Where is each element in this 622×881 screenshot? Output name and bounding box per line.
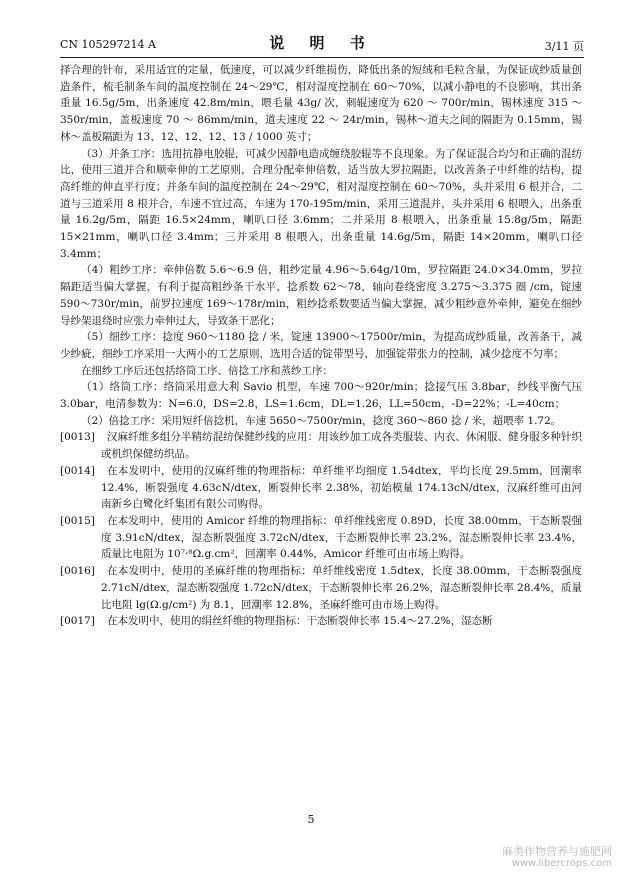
site-watermark bbox=[502, 846, 612, 870]
page-indicator: 3/11 页 bbox=[544, 40, 584, 53]
step-roving: （4）粗纱工序：牵伸倍数 5.6～6.9 倍，粗纱定量 4.96～5.64g/10m，罗拉隔距 24.0×34.0mm，罗拉隔距适当偏大掌握，有利于提高粗纱条干水平，捻系数 62～78，轴向卷绕密度 3.275～3.375 圈 /cm，锭速 590～730r/min，前罗拉速度 169～178r/min，粗纱捻系数要适当偏大掌握，减少粗纱意外牵伸，避免在细纱导纱架退绕时应张力牵伸过大，导致条干恶化； bbox=[60, 264, 582, 327]
watermark-url: www.libercrops.com bbox=[511, 858, 612, 869]
intro-paragraph: 择合理的针布，采用适宜的定量，低速度，可以减少纤维损伤，降低出条的短绒和毛粒含量，为保证成纱质量创造条件，梳毛制条车间的温度控制在 24～29℃，相对湿度控制在 60～70%，以减小静电的不良影响，其出条重量 16.5g/5m，出条速度 42.8m/min，喂毛量 43g/ 次，刺辊速度为 620 ～ 700r/min，锡林速度 315 ～ 350r/min，盖板速度 70 ～ 86mm/min，道夫速度 22 ～ 24r/min，锡林～道夫之间的隔距为 0.15mm，锡林～盖板隔距为 13、12、12、12、13 / 1000 英寸； bbox=[60, 64, 582, 143]
step-drawing: （3）并条工序：选用抗静电胶辊，可减少因静电造成缠绕胶辊等不良现象。为了保证混合均匀和正确的混纺比，使用三道并合和顺牵伸的工艺原则，合理分配牵伸倍数，适当放大罗拉隔距，以改善条子中纤维的结构，提高纤维的伸直平行度；并条车间的温度控制在 24～29℃，相对湿度控制在 60～70%，头并采用 6 根并合，二道与三道采用 8 根并合，车速不宜过高，车速为 170-195m/min，采用三道混并，头并采用 6 根喂入，出条重量 16.2g/5m，隔距 16.5×24mm，喇叭口径 3.6mm；二并采用 8 根喂入，出条重量 15.8g/5m，隔距 15×21mm，喇叭口径 3.4mm；三并采用 8 根喂入，出条重量 14.6g/5m，隔距 14×20mm，喇叭口径 3.4mm； bbox=[60, 147, 582, 260]
header-divider bbox=[60, 57, 584, 58]
patent-number: CN 105297214 A bbox=[60, 38, 156, 51]
paragraph-number: [0016] bbox=[60, 565, 95, 578]
document-body bbox=[60, 62, 582, 630]
step-winding: （1）络筒工序：络筒采用意大利 Savio 机型，车速 700～920r/min；捻接气压 3.8bar，纱线平衡气压 3.0bar，电清参数为：N=6.0，DS=2.8，LS=1.6cm，DL=1.26，LL=50cm，-D=22%；-L=40cm； bbox=[60, 381, 582, 411]
numbered-paragraph bbox=[60, 563, 582, 613]
step-spinning: （5）细纱工序：捻度 960～1180 捻 / 米，锭速 13900～17500r/min，为提高成纱质量，改善条干，减少纱疵，细纱工序采用一大两小的工艺原则，选用合适的锭带型号，加强锭带张力的控制，减少捻度不匀率； bbox=[60, 331, 582, 360]
paragraph-number: [0014] bbox=[60, 464, 95, 477]
paragraph-text: 在本发明中，使用的汉麻纤维的物理指标：单纤维平均细度 1.54dtex，平均长度 29.5mm，回潮率 12.4%，断裂强度 4.63cN/dtex，断裂伸长率 2.38%，初始模量 174.13cN/dtex，汉麻纤维可由河南新乡白鹭化纤集团有限公司购得。 bbox=[101, 464, 582, 511]
paragraph-text: 汉麻纤维多组分半精纺混纺保健纱线的应用：用该纱加工成各类服装、内衣、休闲服、健身服多种针织或机织保健纺织品。 bbox=[101, 431, 582, 461]
paragraph-number: [0013] bbox=[60, 431, 95, 444]
paragraph-number: [0015] bbox=[60, 514, 95, 527]
numbered-paragraph bbox=[60, 513, 582, 563]
numbered-paragraph bbox=[60, 613, 582, 630]
page-header bbox=[60, 30, 584, 56]
paragraph-number: [0017] bbox=[60, 615, 95, 628]
paragraph-text: 在本发明中，使用的绢丝纤维的物理指标：干态断裂伸长率 15.4～27.2%，湿态断 bbox=[107, 615, 493, 628]
paragraph-text: 在本发明中，使用的圣麻纤维的物理指标：单纤维线密度 1.5dtex，长度 38.00mm，干态断裂强度 2.71cN/dtex，湿态断裂强度 1.72cN/dtex，干态断裂伸长率 26.2%，湿态断裂伸长率 28.4%，质量比电阻 lg(Ω.g/cm²) 为 8.1，回潮率 12.8%，圣麻纤维可由市场上购得。 bbox=[101, 565, 582, 611]
numbered-paragraph bbox=[60, 463, 582, 513]
page-number: 5 bbox=[307, 813, 315, 826]
step-twisting: （2）倍捻工序：采用短纤倍捻机，车速 5650～7500r/min，捻度 360～860 捻 / 米，超喂率 1.72。 bbox=[81, 414, 562, 427]
document-title: 说 明 书 bbox=[269, 34, 375, 52]
paragraph-text: 在本发明中，使用的 Amicor 纤维的物理指标：单纤维线密度 0.89D，长度 38.00mm，干态断裂强度 3.91cN/dtex，湿态断裂强度 3.72cN/dtex，干态断裂伸长率 23.2%，湿态断裂伸长率 23.4%，质量比电阻为 10⁷·⁸Ω.g.cm²，回潮率 0.44%，Amicor 纤维可由市场上购得。 bbox=[101, 514, 582, 561]
step-post-spinning-intro: 在细纱工序后还包括络筒工序、倍捻工序和蒸纱工序： bbox=[81, 364, 333, 377]
numbered-paragraph bbox=[60, 429, 582, 462]
watermark-site-name: 麻类作物营养与施肥网 bbox=[502, 845, 612, 858]
